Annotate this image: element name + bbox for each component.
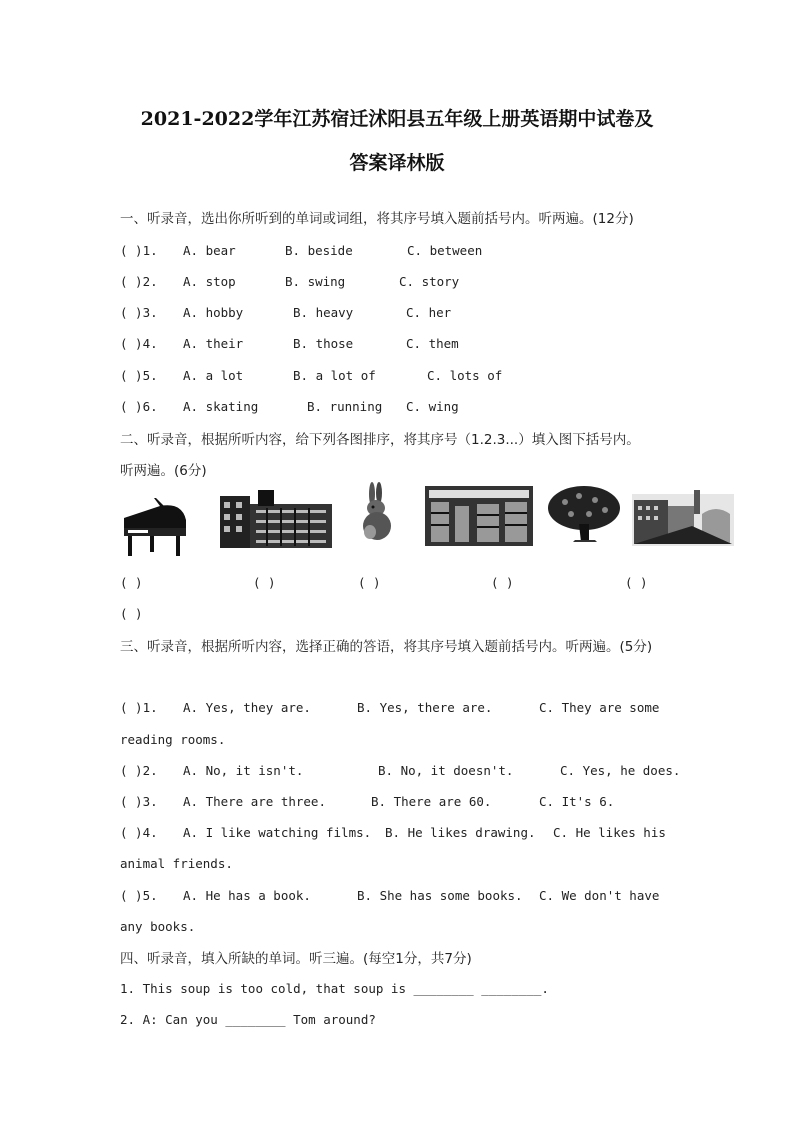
question-number: ( )5. (120, 888, 158, 903)
section4-heading: 四、听录音，填入所缺的单词。听三遍。(每空1分，共7分) (120, 951, 472, 967)
option-a: A. their (183, 336, 244, 351)
s3-question-5-continued: any books. (120, 919, 196, 934)
section3-heading: 三、听录音，根据所听内容，选择正确的答语，将其序号填入题前括号内。听两遍。(5分) (120, 639, 653, 655)
option-b: B. those (293, 336, 354, 351)
building-icon (218, 486, 334, 550)
option-a: A. bear (183, 243, 236, 258)
s3-question-1-continued: reading rooms. (120, 732, 226, 747)
section2-heading-line-2: 听两遍。(6分) (120, 463, 207, 479)
option-b: B. running (307, 399, 383, 414)
title-line-2: 答案译林版 (349, 152, 445, 174)
title-line-1: 2021-2022学年江苏宿迁沭阳县五年级上册英语期中试卷及 (140, 108, 654, 130)
option-b: B. He likes drawing. (385, 825, 536, 840)
question-number: ( )4. (120, 336, 158, 351)
option-b: B. No, it doesn't. (378, 763, 514, 778)
option-b: B. Yes, there are. (357, 700, 493, 715)
piano-icon (120, 498, 190, 560)
city-icon (632, 486, 734, 546)
question-number: ( )1. (120, 243, 158, 258)
option-b: B. beside (285, 243, 353, 258)
option-a: A. No, it isn't. (183, 763, 304, 778)
picture-bracket-4: ( ) (491, 575, 514, 590)
question-number: ( )3. (120, 305, 158, 320)
option-c: C. They are some (539, 700, 660, 715)
option-a: A. stop (183, 274, 236, 289)
option-a: A. He has a book. (183, 888, 311, 903)
option-b: B. heavy (293, 305, 354, 320)
question-number: ( )4. (120, 825, 158, 840)
section1-heading: 一、听录音，选出你所听到的单词或词组，将其序号填入题前括号内。听两遍。(12分) (120, 211, 634, 227)
option-c: C. Yes, he does. (560, 763, 681, 778)
option-c: C. It's 6. (539, 794, 615, 809)
s3-question-4-continued: animal friends. (120, 856, 233, 871)
option-b: B. swing (285, 274, 346, 289)
option-b: B. a lot of (293, 368, 376, 383)
option-c: C. We don't have (539, 888, 660, 903)
library-icon (425, 486, 533, 546)
option-c: C. lots of (427, 368, 503, 383)
question-number: ( )2. (120, 763, 158, 778)
option-b: B. She has some books. (357, 888, 523, 903)
option-a: A. skating (183, 399, 259, 414)
option-a: A. hobby (183, 305, 244, 320)
picture-bracket-3: ( ) (358, 575, 381, 590)
s4-line-2: 2. A: Can you ________ Tom around? (120, 1012, 376, 1027)
picture-bracket-2: ( ) (253, 575, 276, 590)
section2-heading-line-1: 二、听录音，根据所听内容，给下列各图排序，将其序号（1.2.3...）填入图下括号内。 (120, 432, 640, 448)
tree-icon (545, 484, 623, 544)
picture-bracket-1: ( ) (120, 575, 143, 590)
option-a: A. a lot (183, 368, 244, 383)
option-c: C. her (406, 305, 452, 320)
question-number: ( )3. (120, 794, 158, 809)
option-c: C. story (399, 274, 460, 289)
option-c: C. wing (406, 399, 459, 414)
question-number: ( )1. (120, 700, 158, 715)
option-c: C. between (407, 243, 483, 258)
rabbit-icon (356, 482, 398, 542)
option-a: A. I like watching films. (183, 825, 372, 840)
option-b: B. There are 60. (371, 794, 492, 809)
picture-bracket-5: ( ) (625, 575, 648, 590)
question-number: ( )5. (120, 368, 158, 383)
option-a: A. Yes, they are. (183, 700, 311, 715)
question-number: ( )2. (120, 274, 158, 289)
option-c: C. He likes his (553, 825, 666, 840)
s4-line-1: 1. This soup is too cold, that soup is ________ ________. (120, 981, 549, 996)
option-a: A. There are three. (183, 794, 326, 809)
question-number: ( )6. (120, 399, 158, 414)
option-c: C. them (406, 336, 459, 351)
picture-bracket-6: ( ) (120, 606, 143, 621)
